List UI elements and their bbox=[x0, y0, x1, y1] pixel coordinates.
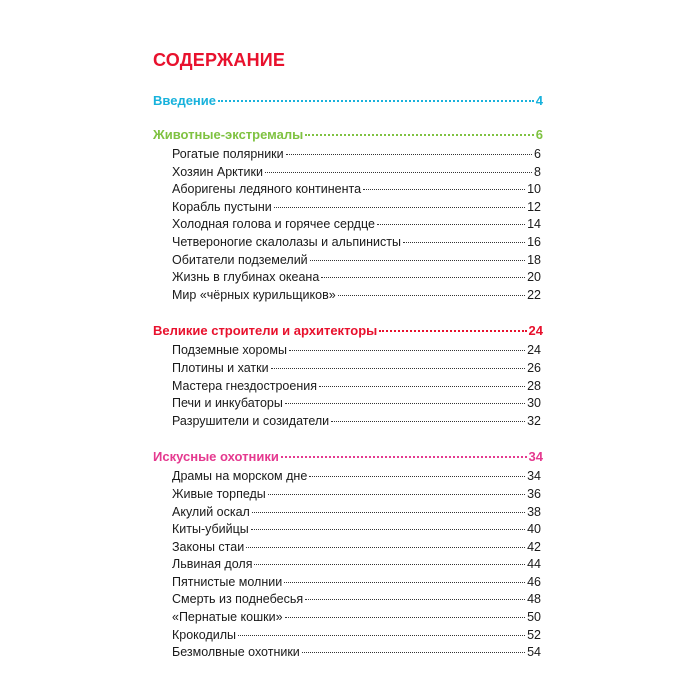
dot-leader bbox=[274, 207, 525, 208]
dot-leader bbox=[246, 547, 525, 548]
toc-entry[interactable] bbox=[153, 504, 541, 522]
entry-page: 50 bbox=[527, 610, 541, 625]
entry-page: 18 bbox=[527, 252, 541, 267]
toc-section-heading[interactable] bbox=[153, 320, 543, 342]
toc-section-heading[interactable] bbox=[153, 446, 543, 468]
entry-label: Печи и инкубаторы bbox=[172, 396, 283, 411]
dot-leader bbox=[286, 154, 532, 155]
entry-page: 40 bbox=[527, 522, 541, 537]
table-of-contents bbox=[153, 90, 543, 662]
entry-page: 48 bbox=[527, 592, 541, 607]
entry-label: «Пернатые кошки» bbox=[172, 610, 283, 625]
dot-leader bbox=[268, 494, 525, 495]
toc-entry[interactable] bbox=[153, 591, 541, 609]
entry-page: 36 bbox=[527, 486, 541, 501]
entry-label: Холодная голова и горячее сердце bbox=[172, 217, 375, 232]
toc-entry[interactable] bbox=[153, 199, 541, 217]
dot-leader bbox=[281, 456, 527, 458]
entry-label: Мастера гнездостроения bbox=[172, 378, 317, 393]
entry-page: 30 bbox=[527, 396, 541, 411]
toc-intro-page: 4 bbox=[535, 93, 543, 108]
dot-leader bbox=[265, 172, 532, 173]
entry-label: Мир «чёрных курильщиков» bbox=[172, 287, 336, 302]
toc-entry[interactable] bbox=[153, 252, 541, 270]
dot-leader bbox=[218, 100, 534, 102]
entry-label: Драмы на морском дне bbox=[172, 469, 308, 484]
toc-entry[interactable] bbox=[153, 486, 541, 504]
section-spacer bbox=[153, 430, 543, 446]
toc-entry[interactable] bbox=[153, 216, 541, 234]
toc-entry[interactable] bbox=[153, 574, 541, 592]
dot-leader bbox=[289, 350, 525, 351]
toc-entry[interactable] bbox=[153, 413, 541, 431]
dot-leader bbox=[302, 652, 525, 653]
entry-page: 16 bbox=[527, 234, 541, 249]
toc-entry[interactable] bbox=[153, 644, 541, 662]
toc-entry[interactable] bbox=[153, 164, 541, 182]
entry-label: Киты-убийцы bbox=[172, 522, 249, 537]
dot-leader bbox=[363, 189, 525, 190]
dot-leader bbox=[319, 386, 525, 387]
dot-leader bbox=[305, 599, 525, 600]
dot-leader bbox=[310, 260, 525, 261]
page-title: СОДЕРЖАНИЕ bbox=[153, 50, 286, 70]
dot-leader bbox=[321, 277, 525, 278]
entry-page: 38 bbox=[527, 504, 541, 519]
entry-label: Корабль пустыни bbox=[172, 199, 272, 214]
entry-label: Хозяин Арктики bbox=[172, 164, 263, 179]
entry-label: Безмолвные охотники bbox=[172, 645, 300, 660]
dot-leader bbox=[285, 617, 526, 618]
entry-label: Аборигены ледяного континента bbox=[172, 182, 362, 197]
toc-entry[interactable] bbox=[153, 468, 541, 486]
toc-entry[interactable] bbox=[153, 627, 541, 645]
toc-section-builders bbox=[153, 320, 543, 430]
dot-leader bbox=[285, 403, 525, 404]
entry-label: Подземные хоромы bbox=[172, 343, 287, 358]
dot-leader bbox=[331, 421, 525, 422]
entry-label: Львиная доля bbox=[172, 557, 253, 572]
entry-label: Пятнистые молнии bbox=[172, 574, 283, 589]
dot-leader bbox=[254, 564, 525, 565]
entry-label: Крокодилы bbox=[172, 627, 237, 642]
entry-page: 54 bbox=[527, 645, 541, 660]
dot-leader bbox=[309, 476, 525, 477]
entry-page: 14 bbox=[527, 217, 541, 232]
section-page: 34 bbox=[528, 449, 543, 465]
toc-entry[interactable] bbox=[153, 556, 541, 574]
toc-entry[interactable] bbox=[153, 181, 541, 199]
entry-label: Смерть из поднебесья bbox=[172, 592, 304, 607]
entry-label: Четвероногие скалолазы и альпинисты bbox=[172, 234, 401, 249]
entry-page: 46 bbox=[527, 574, 541, 589]
toc-entry[interactable] bbox=[153, 342, 541, 360]
entry-page: 42 bbox=[527, 539, 541, 554]
dot-leader bbox=[284, 582, 525, 583]
toc-entry[interactable] bbox=[153, 360, 541, 378]
entry-label: Разрушители и созидатели bbox=[172, 413, 330, 428]
entry-page: 24 bbox=[527, 343, 541, 358]
toc-intro-label: Введение bbox=[153, 93, 216, 108]
entry-label: Акулий оскал bbox=[172, 504, 250, 519]
toc-section-heading[interactable] bbox=[153, 124, 543, 146]
dot-leader bbox=[238, 635, 525, 636]
toc-intro-row[interactable] bbox=[153, 90, 543, 112]
entry-page: 8 bbox=[534, 164, 541, 179]
dot-leader bbox=[377, 224, 525, 225]
entry-page: 20 bbox=[527, 270, 541, 285]
toc-entry[interactable] bbox=[153, 269, 541, 287]
toc-entry[interactable] bbox=[153, 146, 541, 164]
entry-label: Жизнь в глубинах океана bbox=[172, 270, 320, 285]
dot-leader bbox=[379, 330, 526, 332]
entry-page: 34 bbox=[527, 469, 541, 484]
entry-page: 32 bbox=[527, 413, 541, 428]
entry-page: 52 bbox=[527, 627, 541, 642]
entry-label: Плотины и хатки bbox=[172, 360, 269, 375]
dot-leader bbox=[251, 529, 525, 530]
entry-label: Обитатели подземелий bbox=[172, 252, 308, 267]
toc-entry[interactable] bbox=[153, 539, 541, 557]
dot-leader bbox=[305, 134, 534, 136]
toc-section-hunters bbox=[153, 446, 543, 662]
dot-leader bbox=[271, 368, 526, 369]
toc-entry[interactable] bbox=[153, 395, 541, 413]
entry-page: 12 bbox=[527, 199, 541, 214]
entry-label: Законы стаи bbox=[172, 539, 245, 554]
entry-label: Живые торпеды bbox=[172, 486, 266, 501]
entry-page: 10 bbox=[527, 182, 541, 197]
section-page: 24 bbox=[528, 323, 543, 339]
toc-entry[interactable] bbox=[153, 234, 541, 252]
dot-leader bbox=[252, 512, 525, 513]
toc-entry[interactable] bbox=[153, 609, 541, 627]
section-label: Великие строители и архитекторы bbox=[153, 323, 378, 339]
section-label: Животные-экстремалы bbox=[153, 127, 304, 142]
entry-page: 44 bbox=[527, 557, 541, 572]
toc-entry[interactable] bbox=[153, 378, 541, 396]
toc-section-animals bbox=[153, 124, 543, 304]
section-spacer bbox=[153, 304, 543, 320]
entry-page: 26 bbox=[527, 360, 541, 375]
toc-entry[interactable] bbox=[153, 287, 541, 305]
entry-page: 28 bbox=[527, 378, 541, 393]
entry-page: 6 bbox=[534, 147, 541, 161]
toc-entry[interactable] bbox=[153, 521, 541, 539]
section-label: Искусные охотники bbox=[153, 449, 279, 465]
entry-page: 22 bbox=[527, 287, 541, 302]
dot-leader bbox=[403, 242, 525, 243]
section-page: 6 bbox=[535, 127, 543, 142]
entry-label: Рогатые полярники bbox=[172, 147, 284, 161]
dot-leader bbox=[338, 295, 525, 296]
